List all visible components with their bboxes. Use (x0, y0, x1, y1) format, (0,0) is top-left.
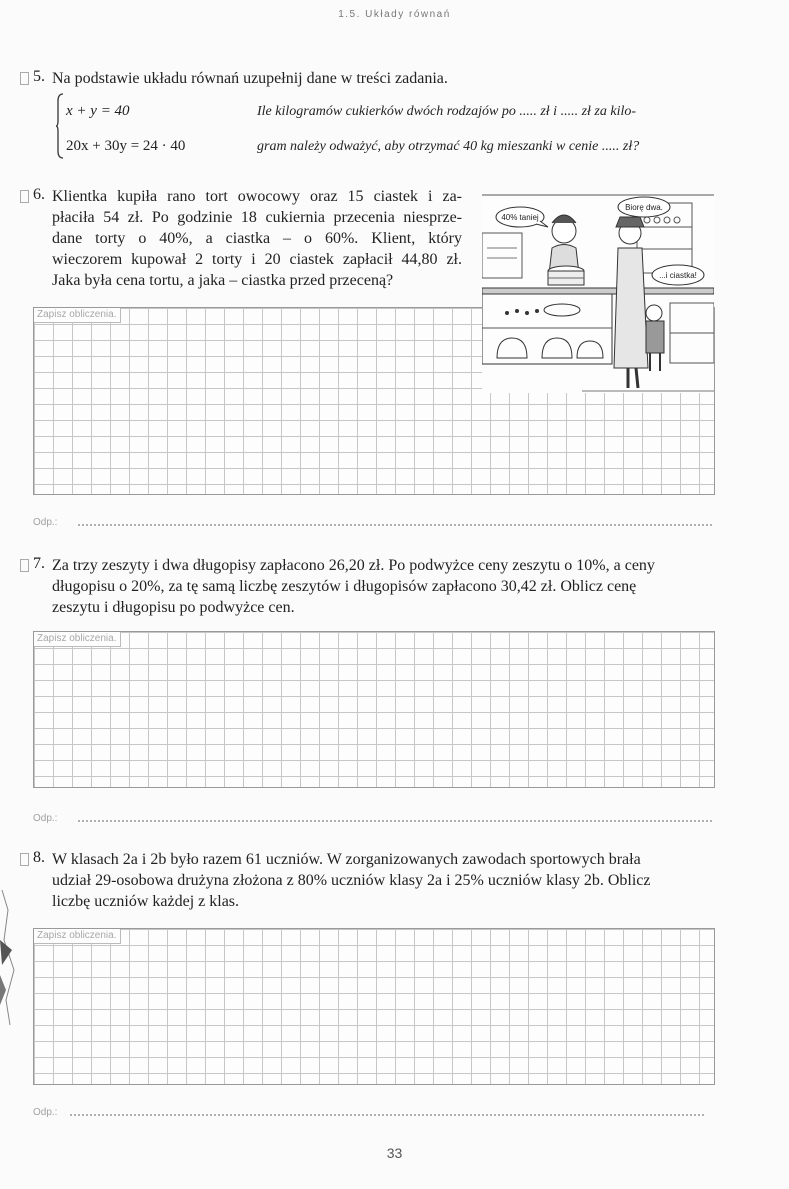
binding-edge-mark (0, 880, 22, 1030)
task-5-problem-line-2: gram należy odważyć, aby otrzymać 40 kg mieszanki w cenie ..... zł? (257, 139, 640, 154)
task-6-number: 6. (33, 186, 45, 203)
task-7-line: długopisu o 20%, za tę samą liczbę zeszytów i długopisów zapłacono 30,42 zł. Oblicz cenę (52, 578, 637, 595)
task-8-line: liczbę uczniów każdej z klas. (52, 893, 240, 910)
task-7-workspace-grid[interactable] (33, 631, 715, 788)
task-7-answer-label: Odp.: (33, 813, 58, 824)
task-8-line: W klasach 2a i 2b było razem 61 uczniów. W zorganizowanych zawodach sportowych brała (52, 851, 641, 868)
task-8-workspace-grid[interactable] (33, 928, 715, 1085)
bubble-customer-bottom-text: ...i ciastka! (659, 271, 697, 280)
task-8-answer-line[interactable] (70, 1114, 704, 1116)
system-brace (56, 93, 64, 159)
task-7-checkbox[interactable] (20, 559, 29, 572)
task-6-line: wieczorem kupował 2 torty i 20 ciastek zapłacił 44,80 zł. (52, 251, 462, 268)
section-header: 1.5. Układy równań (338, 9, 451, 20)
task-6-line: dane torty o 40%, a ciastka – o 60%. Klient, który (52, 230, 462, 247)
task-8-answer-label: Odp.: (33, 1107, 58, 1118)
task-8-line: udział 29-osobowa drużyna złożona z 80% uczniów klasy 2a i 25% uczniów klasy 2b. Oblicz (52, 872, 651, 889)
task-6-line: Jaka była cena tortu, a jaka – ciastka przed przeceną? (52, 272, 394, 289)
task-6-answer-label: Odp.: (33, 517, 58, 528)
task-7-line: zeszytu i długopisu po podwyżce cen. (52, 599, 295, 616)
task-6-answer-line[interactable] (78, 524, 712, 526)
equation-2: 20x + 30y = 24 · 40 (66, 138, 186, 154)
workspace-label: Zapisz obliczenia. (34, 929, 121, 944)
task-7-text (52, 555, 714, 618)
task-8-text (52, 849, 714, 912)
task-5-number: 5. (33, 68, 45, 85)
task-7-line: Za trzy zeszyty i dwa długopisy zapłacono 26,20 zł. Po podwyżce ceny zeszytu o 10%, a ceny (52, 557, 655, 574)
task-6-checkbox[interactable] (20, 190, 29, 203)
task-5-checkbox[interactable] (20, 72, 29, 85)
task-8-checkbox[interactable] (20, 853, 29, 866)
task-7-answer-line[interactable] (78, 820, 712, 822)
equation-1: x + y = 40 (66, 103, 130, 119)
task-6-text (52, 186, 462, 291)
page-number: 33 (386, 1145, 403, 1161)
task-7-number: 7. (33, 555, 45, 572)
task-5-text: Na podstawie układu równań uzupełnij dane w treści zadania. (52, 70, 448, 87)
task-8-number: 8. (33, 849, 45, 866)
workspace-label: Zapisz obliczenia. (34, 308, 121, 323)
bubble-clerk-text: 40% taniej (501, 213, 539, 222)
task-6-line: płaciła 54 zł. Po godzinie 18 cukiernia przecenia niesprze- (52, 209, 462, 226)
workspace-label: Zapisz obliczenia. (34, 632, 121, 647)
bubble-customer-top-text: Biorę dwa. (625, 203, 663, 212)
task-6-line: Klientka kupiła rano tort owocowy oraz 15 ciastek i za- (52, 188, 462, 205)
task-5-problem-line-1: Ile kilogramów cukierków dwóch rodzajów po ..... zł i ..... zł za kilo- (257, 104, 637, 119)
bakery-illustration (482, 193, 714, 393)
